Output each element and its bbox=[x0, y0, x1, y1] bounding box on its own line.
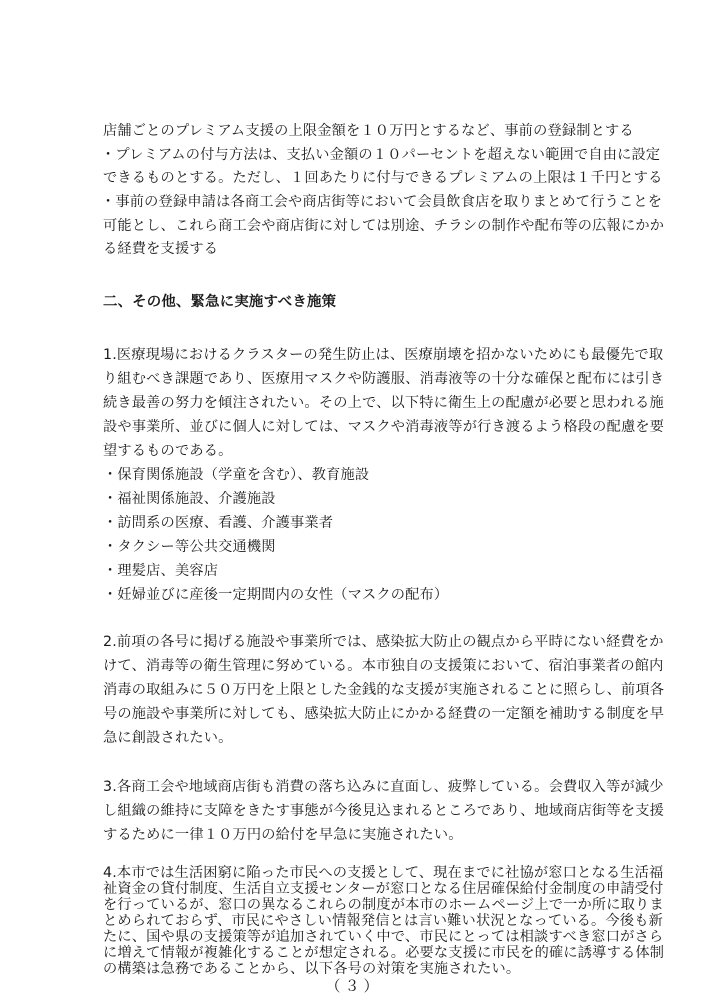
item4-line: に増えて情報が複雑化することが想定される。必要な支援に市民を的確に誘導する体制 bbox=[103, 945, 665, 961]
item1-line: 1.医療現場におけるクラスターの発生防止は、医療崩壊を招かないためにも最優先で取 bbox=[103, 347, 664, 363]
bullet-item: ・保育関係施設（学童を含む）、教育施設 bbox=[103, 467, 370, 483]
item3-line: 3.各商工会や地域商店街も消費の落ち込みに直面し、疲弊している。会費収入等が減少 bbox=[103, 779, 664, 795]
intro-line: 可能とし、これら商工会や商店街に対しては別途、チラシの制作や配布等の広報にかか bbox=[103, 218, 665, 234]
intro-line: 店舗ごとのプレミアム支援の上限金額を１０万円とするなど、事前の登録制とする bbox=[103, 123, 634, 139]
item4-line: 祉資金の貸付制度、生活自立支援センターが窓口となる住居確保給付金制度の申請受付 bbox=[103, 881, 664, 897]
item2-line: 急に創設されたい。 bbox=[103, 730, 233, 746]
page-number: （３） bbox=[325, 977, 383, 995]
item2-line: 消毒の取組みに５０万円を上限とした金銭的な支援が実施されることに照らし、前項各 bbox=[103, 682, 665, 698]
item2-line: 号の施設や事業所に対しても、感染拡大防止にかかる経費の一定額を補助する制度を早 bbox=[103, 706, 665, 722]
item4-line: 4.本市では生活困窮に陥った市民への支援として、現在までに社協が窓口となる生活福 bbox=[103, 865, 664, 881]
item3-line: し組織の維持に支障をきたす事態が今後見込まれるところであり、地域商店街等を支援 bbox=[103, 803, 664, 819]
item4-line: とめられておらず、市民にやさしい情報発信とは言い難い状況となっている。今後も新 bbox=[103, 913, 663, 929]
intro-line: ・事前の登録申請は各商工会や商店街等において会員飲食店を取りまとめて行うことを bbox=[101, 194, 663, 210]
item4-line: の構築は急務であることから、以下各号の対策を実施されたい。 bbox=[103, 961, 521, 977]
intro-line: できるものとする。ただし、１回あたりに付与できるプレミアムの上限は１千円とする bbox=[103, 170, 663, 186]
item1-line: り組むべき課題であり、医療用マスクや防護服、消毒液等の十分な確保と配布には引き bbox=[103, 371, 665, 387]
bullet-item: ・妊婦並びに産後一定期間内の女性（マスクの配布） bbox=[103, 587, 449, 603]
item2-line: 2.前項の各号に掲げる施設や事業所では、感染拡大防止の観点から平時にない経費をか bbox=[103, 634, 664, 650]
item1-line: 設や事業所、並びに個人に対しては、マスクや消毒液等が行き渡るよう格段の配慮を要 bbox=[103, 419, 665, 435]
item4-line: たに、国や県の支援策等が追加されていく中で、市民にとっては相談すべき窓口がさら bbox=[103, 929, 664, 945]
bullet-item: ・福祉関係施設、介護施設 bbox=[103, 491, 276, 507]
bullet-item: ・理髪店、美容店 bbox=[103, 563, 219, 579]
bullet-item: ・タクシー等公共交通機関 bbox=[103, 539, 276, 555]
intro-line: ・プレミアムの付与方法は、支払い金額の１０パーセントを超えない範囲で自由に設定 bbox=[101, 147, 661, 163]
intro-line: る経費を支援する bbox=[103, 241, 219, 257]
item1-line: 望するものである。 bbox=[103, 443, 233, 459]
section-heading: 二、その他、緊急に実施すべき施策 bbox=[103, 294, 337, 310]
item1-line: 続き最善の努力を傾注されたい。その上で、以下特に衛生上の配慮が必要と思われる施 bbox=[103, 395, 664, 411]
item4-line: を行っているが、窓口の異なるこれらの制度が本市のホームページ上で一か所に取りま bbox=[103, 897, 664, 913]
bullet-item: ・訪問系の医療、看護、介護事業者 bbox=[103, 515, 334, 531]
item3-line: するために一律１０万円の給付を早急に実施されたい。 bbox=[103, 827, 463, 843]
item2-line: けて、消毒等の衛生管理に努めている。本市独自の支援策において、宿泊事業者の館内 bbox=[103, 658, 664, 674]
